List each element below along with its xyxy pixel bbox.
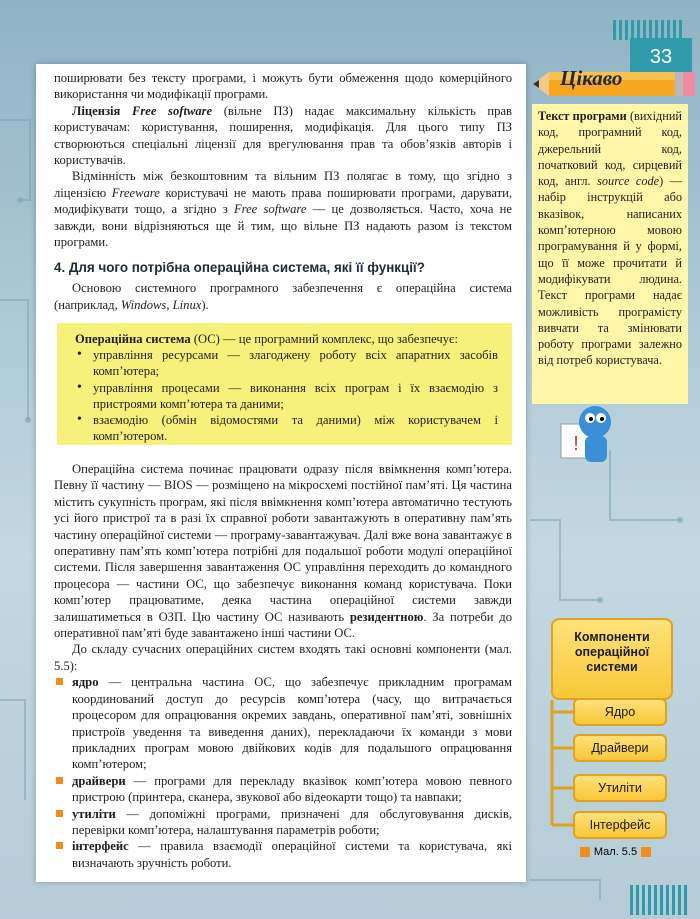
diagram-node-kernel: Ядро	[573, 698, 667, 726]
list-item: драйвери — програми для перекладу вказівок комп’ютера мовою певного пристрою (принтера, сканера, звукової або відеокарти тощо) та навпаки;	[54, 773, 512, 806]
intro-paragraph-2: Ліцензія Free software (вільне ПЗ) надає максимальну кількість прав користувачам: користування, поширення, модифікація. Для цього типу ПЗ створюються спеціальні ліцензії для врегулювання прав та обов’язків авторів і користувачів.	[54, 103, 512, 168]
body-paragraph-2: До складу сучасних операційних систем входять такі основні компоненти (мал. 5.5):	[54, 642, 512, 673]
body-paragraph-1: Операційна система починає працювати одразу після ввімкнення комп’ютера. Певну її частину — BIOS — розміщено на мікросхемі постійної пам’яті. Ця частина містить сукупність програм, які після ввімкнення комп’ютера автоматично тестують усі його пристрої та в разі їх справної роботи завантажують в оперативну пам’ять частину операційної системи — програму-завантажувач. Далі вже вона завантажує в оперативну пам’ять комп’ютера потрібні для подальшої роботи модулі операційної системи. Після завершення завантаження ОС управління переходить до командного процесора — частини ОС, що забезпечує виконання команд користувача. Поки комп’ютер працюватиме, деяка частина операційної системи завжди залишатиметься в ОЗП. Цю частину ОС називають резидентною. За потреби до оперативної пам’яті буде завантажено інші частини ОС.	[54, 462, 512, 641]
definition-list	[75, 347, 498, 444]
section	[54, 260, 512, 313]
list-item: • управління процесами — виконання всіх програм і їх взаємодію з пристроями комп’ютера та даними;	[75, 380, 498, 412]
diagram-node-interface: Інтерфейс	[573, 811, 667, 839]
diagram-node-utilities: Утиліти	[573, 774, 667, 802]
license-term: Ліцензія	[72, 103, 121, 118]
svg-text:!: !	[573, 433, 579, 455]
diagram-title: Компоненти операційної системи	[551, 618, 673, 700]
intro-paragraph-3: Відмінність між безкоштовним та вільним ПЗ полягає в тому, що згідно з ліцензією Freeware користувачі не мають права поширювати програми, дарувати, модифікувати тощо, а згідно з Free software — це дозволяється. Часто, хоча не завжди, вони відрізняються ще й тим, що вільне ПЗ надають разом із текстом програми.	[54, 169, 512, 250]
sidebar-label: Цікаво	[560, 66, 623, 90]
figure-caption: Мал. 5.5	[567, 843, 664, 861]
list-item: • взаємодію (обмін відомостями та даними) між користувачем і комп’ютером.	[75, 412, 498, 444]
list-item: • управління ресурсами — злагоджену роботу всіх апаратних засобів комп’ютера;	[75, 347, 498, 379]
page-number: 33	[630, 38, 692, 72]
list-item: інтерфейс — правила взаємодії операційної системи та користувача, які визначають зручність роботи.	[54, 838, 512, 871]
components-list	[54, 674, 512, 871]
intro-paragraph-1: поширювати без тексту програми, і можуть бути обмеження щодо комерційного використання чи модифікації програми.	[54, 71, 512, 102]
list-item: ядро — центральна частина ОС, що забезпечує прикладним програмам координований доступ до ресурсів комп’ютера (часу, що витрачається процесором для опрацювання окремих завдань, оперативної пам’яті, зовнішніх пристроїв уведення та виведення даних), перекладаючи їх команди з мови прикладних програм мовою двійкових кодів для подальшого опрацювання комп’ютером;	[54, 674, 512, 772]
intro-text	[54, 70, 512, 250]
sidebar-note: Текст програми (вихідний код, програмний код, джерельний код, початковий код, сирцевий код, англ. source code) — набір інструкцій або вказівок, написаних комп’ютерною мовою програмування й у формі, що її може прочитати й модифікувати людина. Текст програми надає можливість програмісту вивчати та змінювати роботу програми залежно від потреб користувача.	[532, 104, 688, 404]
section-paragraph: Основою системного програмного забезпечення є операційна система (наприклад, Windows, Linux).	[54, 281, 512, 312]
free-software-term: Free software	[131, 103, 213, 118]
section-heading: 4. Для чого потрібна операційна система, які її функції?	[54, 260, 425, 275]
main-text	[54, 461, 512, 871]
definition-box	[57, 323, 512, 445]
diagram-node-drivers: Драйвери	[573, 734, 667, 762]
definition-lead: Операційна система (ОС) — це програмний комплекс, що забезпечує:	[75, 332, 458, 346]
list-item: утиліти — допоміжні програми, призначені для обслуговування дисків, перевірки комп’ютера, налаштування параметрів роботи;	[54, 806, 512, 839]
robot-mascot-icon	[555, 402, 615, 472]
